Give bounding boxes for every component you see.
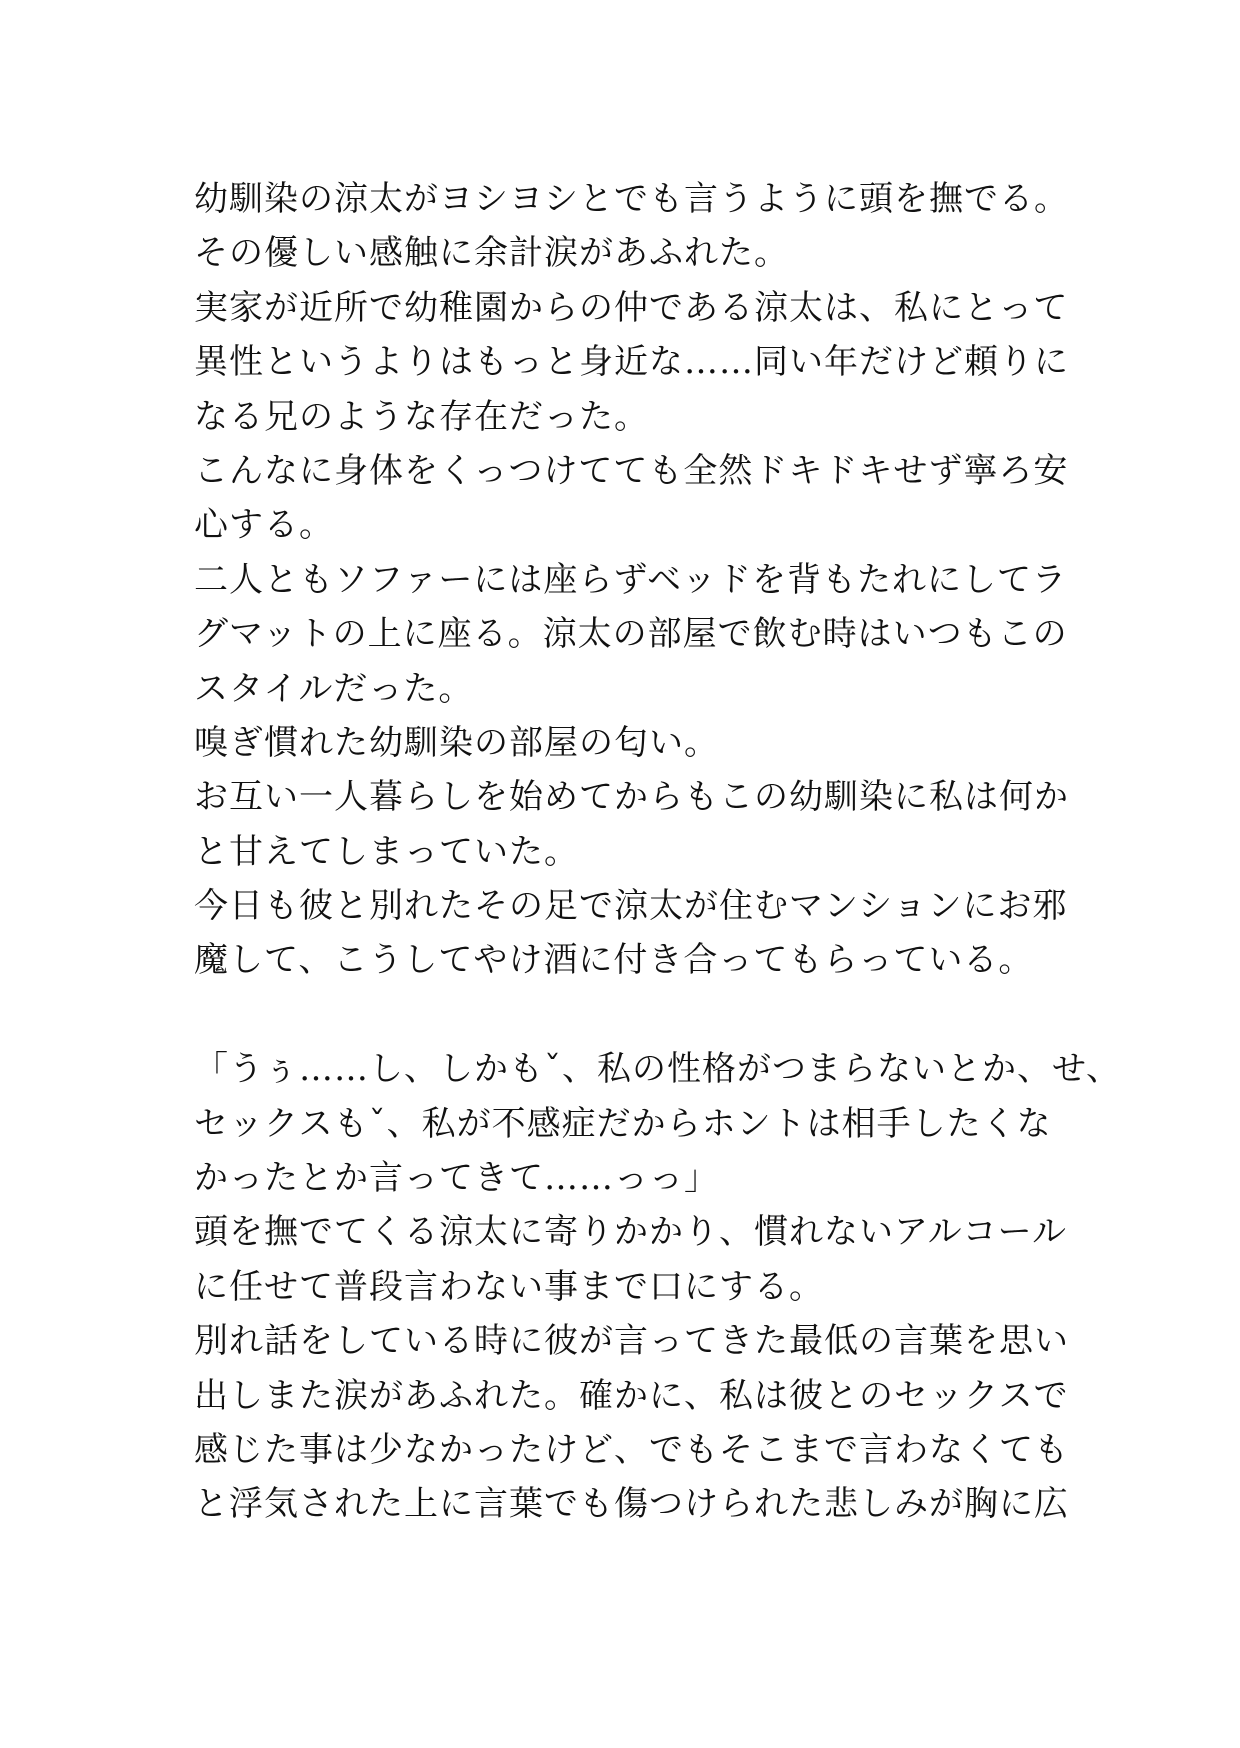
text-line: 異性というよりはもっと身近な……同い年だけど頼りに [194, 342, 1069, 383]
text-line: 頭を撫でてくる涼太に寄りかかり、慣れないアルコール [194, 1212, 1067, 1253]
text-line: その優しい感触に余計涙があふれた。 [194, 233, 789, 274]
text-line: 嗅ぎ慣れた幼馴染の部屋の匂い。 [194, 722, 719, 763]
text-line: こんなに身体をくっつけてても全然ドキドキせず寧ろ安 [194, 450, 1069, 491]
text-line: セックスもˇ、私が不感症だからホントは相手したくな [194, 1103, 1052, 1144]
text-line: なる兄のような存在だった。 [194, 396, 649, 437]
text-line: と甘えてしまっていた。 [194, 831, 579, 872]
text-line: と浮気された上に言葉でも傷つけられた悲しみが胸に広 [194, 1484, 1069, 1525]
text-line: 二人ともソファーには座らずベッドを背もたれにしてラ [194, 559, 1067, 600]
text-line: 出しまた涙があふれた。確かに、私は彼とのセックスで [194, 1375, 1069, 1416]
text-line: 別れ話をしている時に彼が言ってきた最低の言葉を思い [194, 1321, 1069, 1362]
text-line: に任せて普段言わない事まで口にする。 [194, 1266, 824, 1307]
text-line: 「うぅ……し、しかもˇ、私の性格がつまらないとか、せ、 [194, 1049, 1121, 1090]
text-line: お互い一人暮らしを始めてからもこの幼馴染に私は何か [194, 777, 1069, 818]
text-line: スタイルだった。 [194, 668, 474, 709]
text-line: 心する。 [194, 505, 334, 546]
body-text [194, 172, 1121, 1532]
text-line: グマットの上に座る。涼太の部屋で飲む時はいつもこの [194, 614, 1068, 655]
text-line: 魔して、こうしてやけ酒に付き合ってもらっている。 [194, 940, 1034, 981]
blank-line [194, 988, 1074, 1042]
text-line: 実家が近所で幼稚園からの仲である涼太は、私にとって [194, 287, 1069, 328]
text-line: 感じた事は少なかったけど、でもそこまで言わなくても [194, 1429, 1069, 1470]
text-line: 幼馴染の涼太がヨシヨシとでも言うように頭を撫でる。 [194, 179, 1069, 219]
text-line: 今日も彼と別れたその足で涼太が住むマンションにお邪 [194, 886, 1068, 927]
text-line: かったとか言ってきて……っっ」 [194, 1158, 719, 1199]
